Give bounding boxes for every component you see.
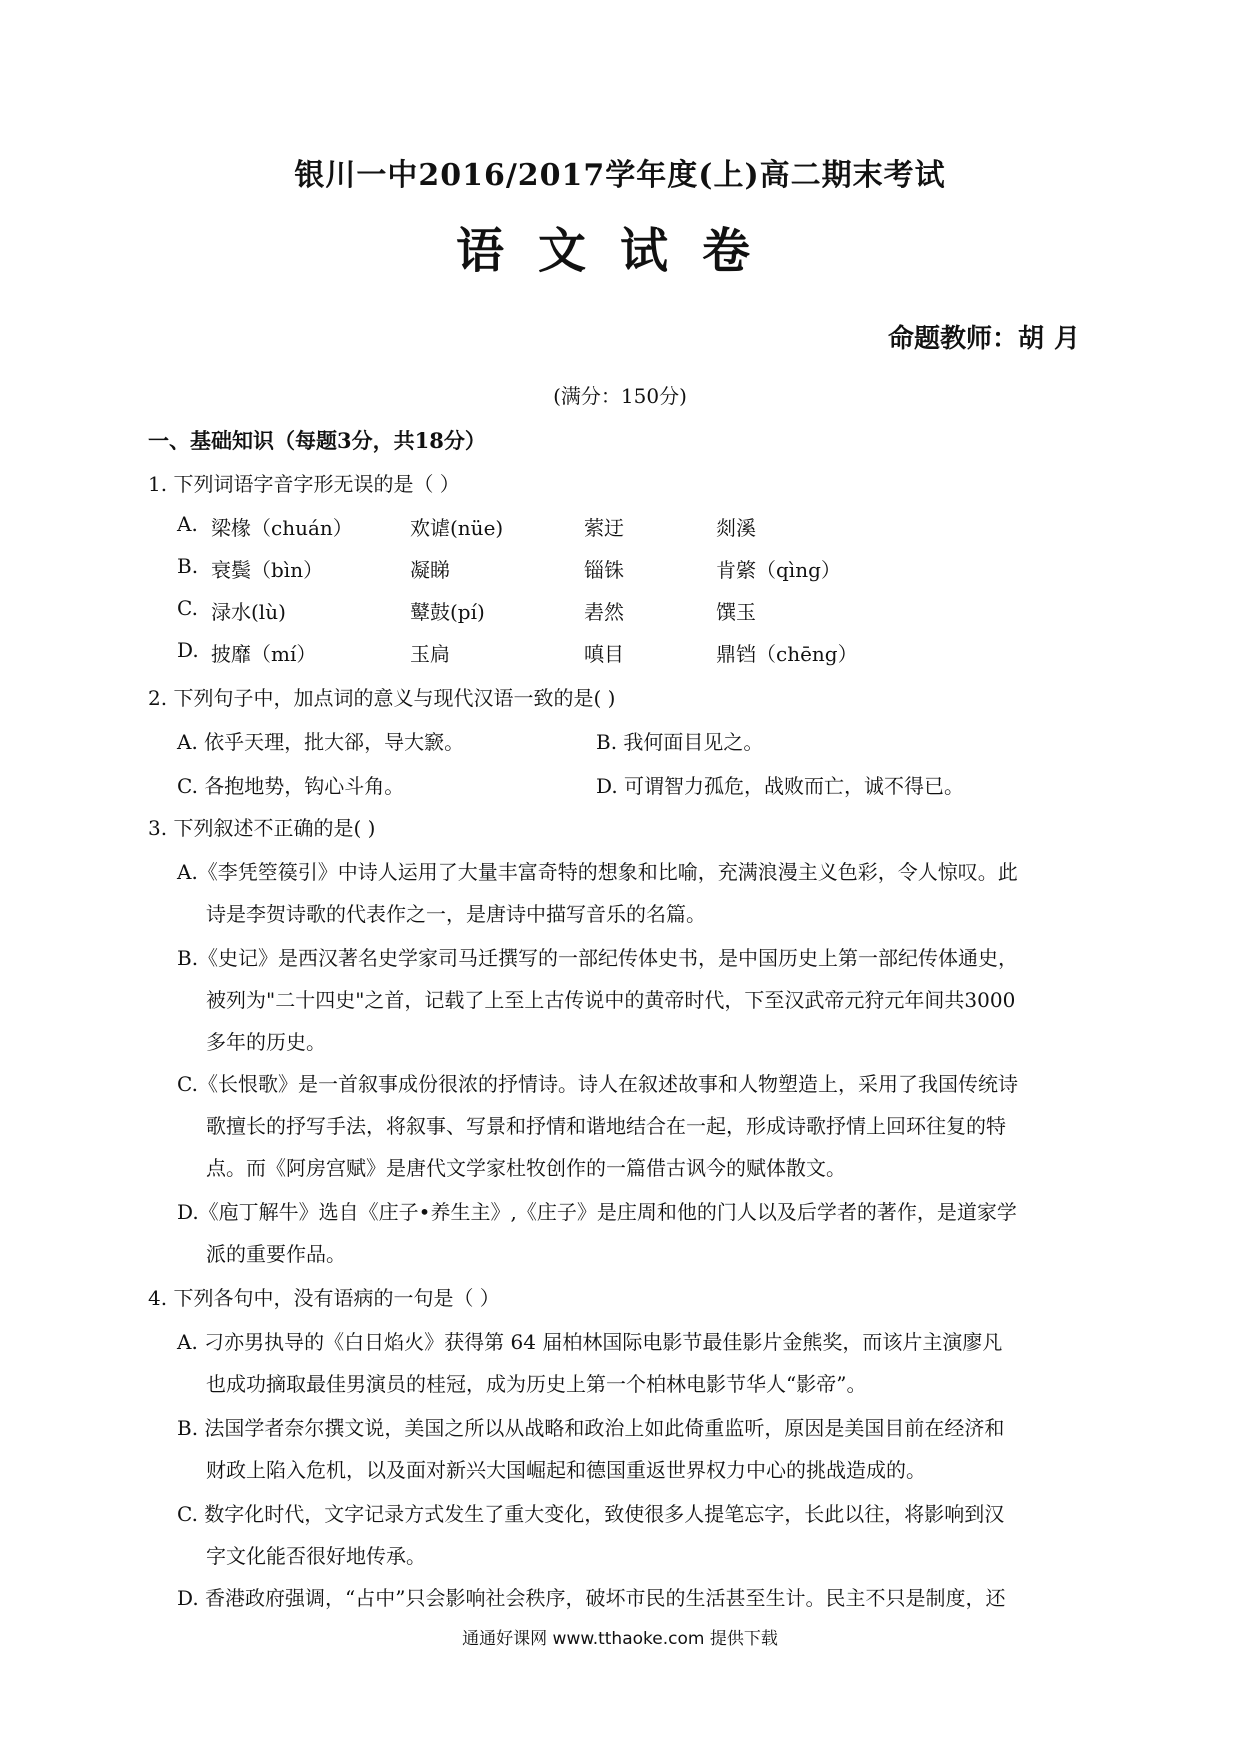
q1-word: 锱铢: [584, 558, 624, 582]
q4-option-b-line1: B. 法国学者奈尔撰文说，美国之所以从战略和政治上如此倚重监听，原因是美国目前在经济和: [177, 1416, 1005, 1440]
q1-option-label: B.: [177, 554, 199, 578]
q1-word: 披靡（mí）: [211, 642, 317, 666]
question-3-stem: 3. 下列叙述不正确的是( ): [148, 816, 376, 840]
q3-option-d-line1: D.《庖丁解牛》选自《庄子•养生主》,《庄子》是庄周和他的门人以及后学者的著作，是道家学: [177, 1200, 1017, 1224]
question-1-stem: 1. 下列词语字音字形无误的是（ ）: [148, 472, 460, 496]
q2-option-b: B. 我何面目见之。: [596, 730, 764, 754]
subject-title: 语文试卷: [455, 223, 784, 279]
q3-option-b-line2: 被列为"二十四史"之首，记载了上至上古传说中的黄帝时代，下至汉武帝元狩元年间共3000: [206, 988, 1016, 1012]
q1-word: 馔玉: [716, 600, 756, 624]
exam-header-title: 银川一中2016/2017学年度(上)高二期末考试: [294, 158, 946, 193]
author-name: 胡月: [1017, 324, 1090, 354]
q1-word: 萦迂: [584, 516, 624, 540]
q1-option-label: C.: [177, 596, 198, 620]
q1-word: 剡溪: [716, 516, 756, 540]
q1-word: 肯綮（qìng）: [716, 558, 841, 582]
q3-option-b-line3: 多年的历史。: [206, 1030, 326, 1054]
q3-option-c-line2: 歌擅长的抒写手法，将叙事、写景和抒情和谐地结合在一起，形成诗歌抒情上回环往复的特: [206, 1114, 1006, 1138]
footer-source: 通通好课网 www.tthaoke.com 提供下载: [462, 1629, 778, 1649]
q4-option-c-line2: 字文化能否很好地传承。: [206, 1544, 426, 1568]
q2-option-c: C. 各抱地势，钩心斗角。: [177, 774, 405, 798]
q1-word: 鼙鼓(pí): [410, 600, 485, 624]
question-2-stem: 2. 下列句子中，加点词的意义与现代汉语一致的是( ): [148, 686, 616, 710]
q4-option-c-line1: C. 数字化时代，文字记录方式发生了重大变化，致使很多人提笔忘字，长此以往，将影响到汉: [177, 1502, 1005, 1526]
q3-option-c-line1: C.《长恨歌》是一首叙事成份很浓的抒情诗。诗人在叙述故事和人物塑造上，采用了我国传统诗: [177, 1072, 1018, 1096]
q1-word: 嗔目: [584, 642, 624, 666]
q4-option-d-line1: D. 香港政府强调，“占中”只会影响社会秩序，破坏市民的生活甚至生计。民主不只是制度，还: [177, 1586, 1006, 1610]
q2-option-a: A. 依乎天理，批大郤，导大窾。: [177, 730, 465, 754]
q2-option-d: D. 可谓智力孤危，战败而亡，诚不得已。: [596, 774, 965, 798]
q1-word: 衰鬓（bìn）: [211, 558, 324, 582]
question-4-stem: 4. 下列各句中，没有语病的一句是（ ）: [148, 1286, 500, 1310]
q3-option-d-line2: 派的重要作品。: [206, 1242, 346, 1266]
q3-option-a-line2: 诗是李贺诗歌的代表作之一，是唐诗中描写音乐的名篇。: [206, 902, 706, 926]
q4-option-a-line1: A. 刁亦男执导的《白日焰火》获得第 64 届柏林国际电影节最佳影片金熊奖，而该片主演廖凡: [177, 1330, 1003, 1354]
q1-word: 砉然: [584, 600, 624, 624]
q1-option-label: D.: [177, 638, 199, 662]
q1-word: 梁椽（chuán）: [211, 516, 353, 540]
section-heading: 一、基础知识（每题3分，共18分）: [148, 428, 486, 453]
author-line: [888, 318, 1090, 355]
q4-option-b-line2: 财政上陷入危机，以及面对新兴大国崛起和德国重返世界权力中心的挑战造成的。: [206, 1458, 926, 1482]
q3-option-b-line1: B.《史记》是西汉著名史学家司马迁撰写的一部纪传体史书，是中国历史上第一部纪传体通史，: [177, 946, 1019, 970]
q1-word: 渌水(lù): [211, 600, 286, 624]
q1-word: 欢谑(nüe): [410, 516, 504, 540]
q4-option-a-line2: 也成功摘取最佳男演员的桂冠，成为历史上第一个柏林电影节华人“影帝”。: [206, 1372, 867, 1396]
q1-word: 鼎铛（chēng）: [716, 642, 858, 666]
author-label: 命题教师：: [887, 324, 1018, 354]
full-score: (满分：150分): [553, 384, 687, 408]
q3-option-a-line1: A.《李凭箜篌引》中诗人运用了大量丰富奇特的想象和比喻，充满浪漫主义色彩，令人惊叹。此: [177, 860, 1018, 884]
q1-word: 凝睇: [410, 558, 450, 582]
q1-option-label: A.: [177, 512, 198, 536]
q1-word: 玉扃: [410, 642, 450, 666]
q3-option-c-line3: 点。而《阿房宫赋》是唐代文学家杜牧创作的一篇借古讽今的赋体散文。: [206, 1156, 846, 1180]
